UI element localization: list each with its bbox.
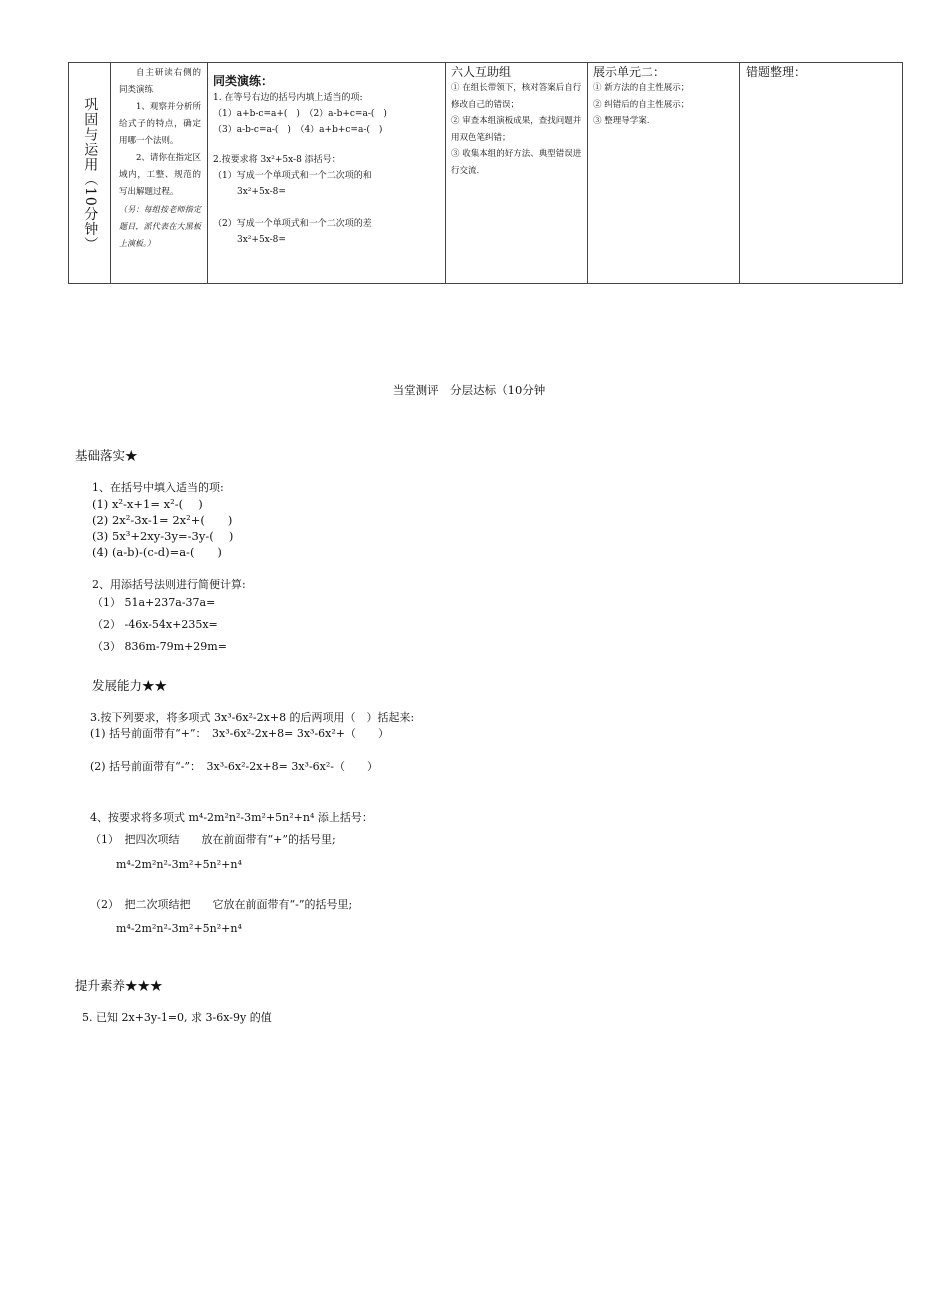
practice-q1-line: （3）a-b-c=a-( ) （4）a+b+c=a-( ) [213, 125, 383, 135]
page-title: 当堂测评 分层达标（10分钟 [392, 383, 546, 397]
develop-q4-1: （1） 把四次项结 放在前面带有“+”的括号里; [90, 833, 336, 846]
practice-q1: 1. 在等号右边的括号内填上适当的项: [213, 93, 363, 103]
basic-q1-item: (2) 2x²-3x-1= 2x²+( ) [92, 513, 233, 527]
improve-q5: 5. 已知 2x+3y-1=0, 求 3-6x-9y 的值 [82, 1011, 272, 1024]
instruction-line: 1、观察并分析所给式子的特点，确定用哪一个法则。 [119, 102, 201, 146]
basic-q2-item: （3） 836m-79m+29m= [92, 640, 227, 653]
develop-q3-2: (2) 括号前面带有“-”： 3x³-6x²-2x+8= 3x³-6x²-（ ） [90, 760, 378, 773]
practice-q2-1: （1）写成一个单项式和一个二次项的和 [213, 171, 372, 181]
section-title: 巩固与运用（10分钟） [82, 97, 99, 252]
develop-q4-1-expr: m⁴-2m²n²-3m²+5n²+n⁴ [116, 858, 242, 871]
basic-q1-item: (4) (a-b)-(c-d)=a-( ) [92, 545, 222, 559]
instruction-line: 2、请你在指定区域内，工整、规范的写出解题过程。 [119, 153, 201, 197]
showcase-cell [588, 63, 740, 284]
lesson-table [68, 62, 903, 284]
showcase-item: ② 纠错后的自主性展示； [593, 99, 690, 110]
group-cell [446, 63, 588, 284]
develop-q4-2-expr: m⁴-2m²n²-3m²+5n²+n⁴ [116, 922, 242, 935]
basic-heading: 基础落实★ [75, 448, 138, 463]
develop-q4-2: （2） 把二次项结把 它放在前面带有“-”的括号里; [90, 898, 353, 911]
group-item: ① 在组长带领下，核对答案后自行修改自己的错误； [451, 83, 582, 110]
practice-q2-2: （2）写成一个单项式和一个二次项的差 [213, 219, 372, 229]
basic-q2: 2、用添括号法则进行简便计算: [92, 578, 246, 591]
group-item: ② 审查本组演板成果，查找问题并用双色笔纠错； [451, 116, 582, 143]
showcase-item: ① 新方法的自主性展示； [593, 83, 690, 93]
section-title-cell [69, 63, 111, 284]
instruction-cell [111, 63, 208, 284]
practice-cell [208, 63, 446, 284]
develop-q3-1: (1) 括号前面带有“+”： 3x³-6x²-2x+8= 3x³-6x²+（ ） [90, 727, 389, 740]
develop-q4: 4、按要求将多项式 m⁴-2m²n²-3m²+5n²+n⁴ 添上括号： [90, 811, 373, 824]
basic-q2-item: （2） -46x-54x+235x= [92, 618, 218, 631]
showcase-heading: 展示单元二： [593, 65, 666, 79]
instruction-line: 自主研读右侧的同类演练 [119, 68, 201, 95]
errors-cell [740, 63, 903, 284]
group-item: ③ 收集本组的好方法、典型错误进行交流. [451, 149, 582, 176]
practice-heading: 同类演练： [213, 74, 274, 88]
improve-heading: 提升素养★★★ [75, 978, 163, 993]
showcase-item: ③ 整理导学案. [593, 116, 650, 126]
basic-q1-item: (3) 5x³+2xy-3y=-3y-( ) [92, 529, 234, 543]
practice-q2-2-expr: 3x²+5x-8= [237, 235, 286, 245]
develop-q3: 3.按下列要求，将多项式 3x³-6x²-2x+8 的后两项用（ ）括起来: [90, 711, 415, 724]
basic-q1: 1、在括号中填入适当的项: [92, 481, 224, 494]
practice-q2-1-expr: 3x²+5x-8= [237, 187, 286, 197]
basic-q1-item: (1) x²-x+1= x²-( ) [92, 497, 203, 511]
practice-q2: 2.按要求将 3x²+5x-8 添括号： [213, 155, 341, 165]
group-heading: 六人互助组 [451, 65, 512, 79]
basic-q2-item: （1） 51a+237a-37a= [92, 596, 216, 609]
instruction-note: （另：每组按老师指定题目，派代表在大黑板上演板。） [119, 205, 201, 248]
errors-heading: 错题整理： [746, 65, 807, 79]
practice-q1-line: （1）a+b-c=a+( ) （2）a-b+c=a-( ) [213, 109, 387, 119]
develop-heading: 发展能力★★ [92, 678, 168, 693]
